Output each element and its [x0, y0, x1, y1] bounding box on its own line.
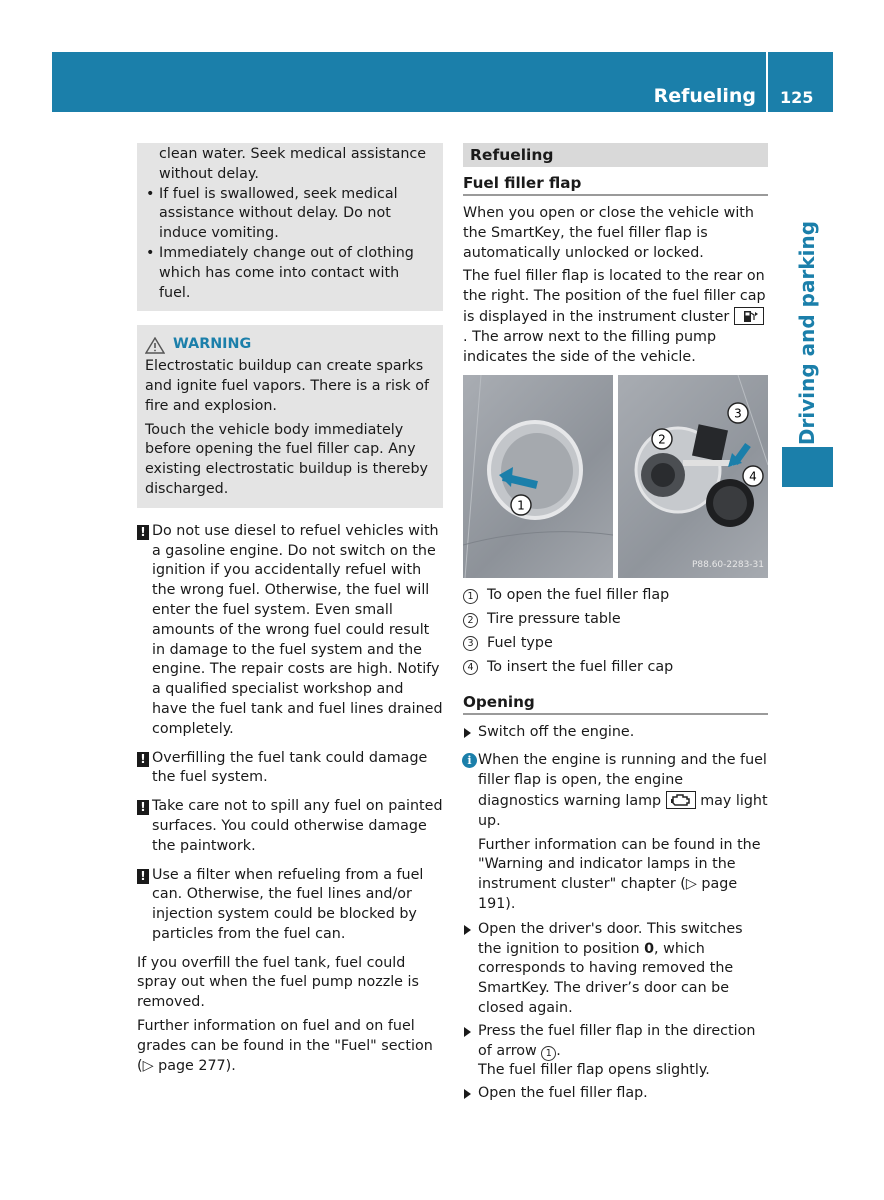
first-aid-bullet: • Immediately change out of clothing which has come into contact with fuel. — [159, 244, 435, 303]
first-aid-line: clean water. Seek medical assistance without delay. — [159, 146, 427, 182]
step-result: The fuel filler flap opens slightly. — [478, 1062, 710, 1079]
callout-number: 4 — [463, 660, 478, 675]
legend-item — [463, 586, 768, 606]
caution-text: Overfilling the fuel tank could damage the fuel system. — [152, 749, 428, 786]
fuel-filler-figure — [463, 375, 768, 578]
caution-note — [137, 522, 443, 740]
caution-icon: ! — [137, 869, 149, 884]
subheading-fuel-filler-flap: Fuel filler flap — [463, 173, 768, 196]
caution-icon: ! — [137, 525, 149, 540]
caution-text: Take care not to spill any fuel on painted surfaces. You could otherwise damage the paintwork. — [152, 798, 443, 854]
header-divider — [766, 52, 768, 112]
legend-item — [463, 610, 768, 630]
caution-text: Use a filter when refueling from a fuel can. Otherwise, the fuel lines and/or injection system could be blocked by particles from the fuel can. — [152, 866, 424, 942]
location-paragraph — [463, 267, 768, 367]
figure-code: P88.60-2283-31 — [691, 559, 764, 570]
chapter-marker — [782, 447, 833, 487]
caution-icon: ! — [137, 800, 149, 815]
warning-triangle-icon — [145, 337, 165, 354]
first-aid-box — [137, 143, 443, 311]
info-icon: i — [462, 753, 477, 768]
callout-number: 1 — [541, 1046, 556, 1061]
chapter-tab — [782, 220, 833, 446]
fuel-reference-paragraph — [137, 1017, 443, 1076]
callout-number: 3 — [463, 636, 478, 651]
step-text-end: . — [556, 1042, 561, 1059]
right-column — [463, 143, 768, 1107]
warning-text: Electrostatic buildup can create sparks and ignite fuel vapors. There is a risk of fire and explosion. — [145, 358, 430, 414]
step-text: Open the fuel filler flap. — [478, 1085, 648, 1102]
figure-legend — [463, 586, 768, 677]
instruction-step — [463, 723, 768, 743]
caution-note — [137, 797, 443, 856]
chapter-tab-label: Driving and parking — [795, 220, 819, 446]
callout-number: 2 — [463, 613, 478, 628]
figure-photo-cap — [618, 375, 768, 578]
instruction-step — [463, 920, 768, 1019]
info-text-end: may light up. — [478, 792, 768, 829]
info-note — [463, 751, 768, 914]
section-title: Refueling — [463, 143, 768, 167]
step-text: Open the driver's door. This switches the ignition to position — [478, 920, 743, 957]
step-arrow-icon — [464, 925, 471, 935]
step-arrow-icon — [464, 1089, 471, 1099]
warning-text: Touch the vehicle body immediately before opening the fuel filler cap. Any existing electrostatic buildup is thereby discharged. — [145, 421, 428, 497]
instruction-step — [463, 1022, 768, 1081]
instruction-step — [463, 1084, 768, 1104]
svg-text:3: 3 — [734, 406, 742, 421]
legend-item — [463, 658, 768, 678]
info-reference: Further information can be found in the "Warning and indicator lamps in the instrument cluster" chapter (▷ page 191). — [478, 836, 761, 912]
legend-text: Fuel type — [487, 634, 553, 651]
figure-photo-flap — [463, 375, 613, 578]
step-text: Switch off the engine. — [478, 723, 635, 740]
caution-icon: ! — [137, 752, 149, 767]
step-text: Press the fuel filler flap in the direction of arrow — [478, 1022, 756, 1059]
header-title: Refueling — [653, 85, 756, 107]
left-column — [137, 143, 443, 1080]
first-aid-bullet: • If fuel is swallowed, seek medical assistance without delay. Do not induce vomiting. — [159, 185, 435, 244]
caution-text: Do not use diesel to refuel vehicles with a gasoline engine. Do not switch on the ignition if you accidentally refuel with the wrong fuel. Otherwise, the fuel will enter the fuel system. Even small amounts of the wrong fuel could result in damage to the fuel system and the engine. The repair costs are high. Notify a qualified specialist workshop and have the fuel tank and fuel lines drained completely. — [152, 522, 443, 737]
legend-item — [463, 634, 768, 654]
subheading-opening: Opening — [463, 692, 768, 715]
legend-text: Tire pressure table — [487, 611, 621, 628]
info-text-start: When the engine is running and the fuel filler flap is open, the engine diagnostics warning lamp — [478, 752, 767, 809]
fuel-pump-icon — [734, 307, 764, 325]
step-arrow-icon — [464, 1027, 471, 1037]
fuel-reference-text: Further information on fuel and on fuel grades can be found in the "Fuel" section — [137, 1018, 433, 1054]
overfill-paragraph: If you overfill the fuel tank, fuel could spray out when the fuel pump nozzle is removed. — [137, 954, 419, 1011]
svg-text:1: 1 — [517, 498, 525, 513]
location-text-end: . The arrow next to the filling pump indicates the side of the vehicle. — [463, 328, 717, 365]
legend-text: To open the fuel filler flap — [487, 587, 670, 604]
callout-number: 1 — [463, 589, 478, 604]
step-text-cont: , which corresponds to having removed the SmartKey. The driver’s door can be closed again. — [478, 940, 734, 1016]
warning-box — [137, 325, 443, 507]
caution-note — [137, 866, 443, 945]
page-number: 125 — [780, 88, 814, 107]
warning-title: WARNING — [173, 336, 252, 353]
location-text: The fuel filler flap is located to the rear on the right. The position of the fuel filler cap is displayed in the instrument cluster — [463, 268, 766, 325]
svg-text:2: 2 — [658, 432, 666, 447]
step-arrow-icon — [464, 728, 471, 738]
page-reference-link[interactable]: (▷ page 277). — [137, 1057, 236, 1074]
smartkey-paragraph: When you open or close the vehicle with the SmartKey, the fuel filler flap is automatically unlocked or locked. — [463, 205, 754, 261]
info-text — [478, 751, 768, 831]
ignition-position: 0 — [644, 940, 655, 957]
caution-note — [137, 749, 443, 789]
svg-text:4: 4 — [749, 469, 757, 484]
engine-warning-lamp-icon — [666, 791, 696, 809]
warning-heading — [145, 335, 435, 355]
legend-text: To insert the fuel filler cap — [487, 658, 674, 675]
